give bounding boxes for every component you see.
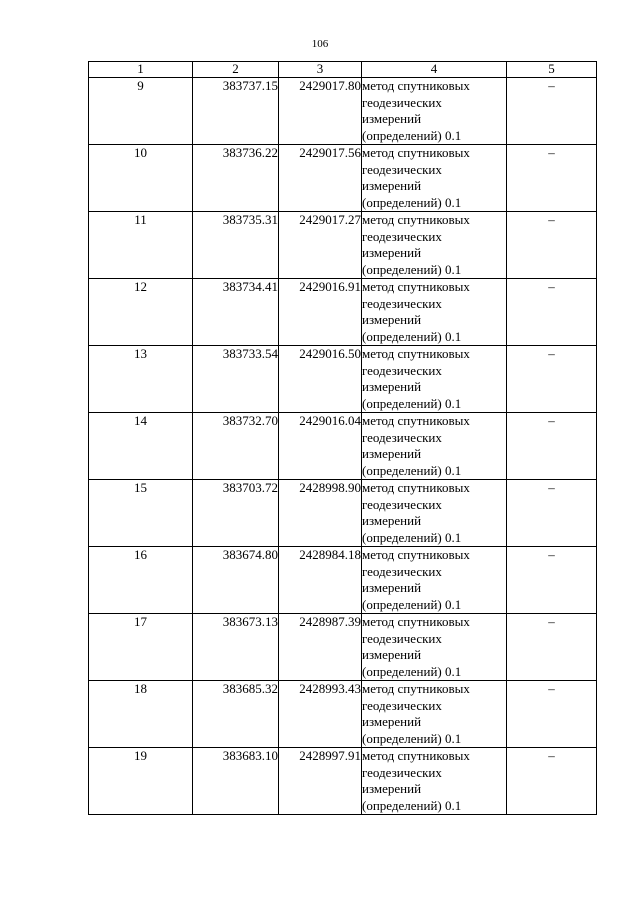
point-number-cell: 18	[89, 681, 193, 748]
x-coordinate-cell: 383733.54	[193, 346, 279, 413]
table-row	[89, 78, 597, 145]
note-cell: –	[507, 279, 597, 346]
table-row	[89, 145, 597, 212]
method-line: геодезических	[362, 563, 442, 579]
method-line: измерений	[362, 647, 422, 662]
table-row	[89, 413, 597, 480]
method-line: метод спутниковых	[362, 279, 470, 294]
method-line: геодезических	[362, 496, 442, 512]
method-line: измерений	[362, 714, 422, 729]
method-line: измерений	[362, 446, 422, 461]
method-line: (определений) 0.1	[362, 462, 462, 478]
column-header-4: 4	[362, 62, 507, 78]
method-line: (определений) 0.1	[362, 395, 462, 411]
point-number-cell: 19	[89, 748, 193, 815]
method-line: геодезических	[362, 429, 442, 445]
method-line: метод спутниковых	[362, 413, 470, 428]
method-line: геодезических	[362, 764, 442, 780]
note-cell: –	[507, 145, 597, 212]
method-line: геодезических	[362, 94, 442, 110]
point-number-cell: 10	[89, 145, 193, 212]
method-cell	[362, 748, 507, 815]
x-coordinate-cell: 383673.13	[193, 614, 279, 681]
table-row	[89, 681, 597, 748]
method-cell	[362, 145, 507, 212]
point-number-cell: 16	[89, 547, 193, 614]
method-line: геодезических	[362, 228, 442, 244]
table-row	[89, 212, 597, 279]
x-coordinate-cell: 383736.22	[193, 145, 279, 212]
point-number-cell: 14	[89, 413, 193, 480]
point-number-cell: 12	[89, 279, 193, 346]
x-coordinate-cell: 383732.70	[193, 413, 279, 480]
y-coordinate-cell: 2428987.39	[279, 614, 362, 681]
table-row	[89, 346, 597, 413]
table-row	[89, 480, 597, 547]
table-row	[89, 748, 597, 815]
method-line: (определений) 0.1	[362, 529, 462, 545]
method-line: (определений) 0.1	[362, 663, 462, 679]
method-cell	[362, 279, 507, 346]
x-coordinate-cell: 383674.80	[193, 547, 279, 614]
table-header-row	[89, 62, 597, 78]
method-line: (определений) 0.1	[362, 127, 462, 143]
method-line: (определений) 0.1	[362, 328, 462, 344]
coordinates-table	[88, 61, 597, 815]
method-line: измерений	[362, 513, 422, 528]
method-cell	[362, 681, 507, 748]
y-coordinate-cell: 2429016.91	[279, 279, 362, 346]
note-cell: –	[507, 681, 597, 748]
point-number-cell: 9	[89, 78, 193, 145]
y-coordinate-cell: 2429017.27	[279, 212, 362, 279]
y-coordinate-cell: 2428993.43	[279, 681, 362, 748]
method-line: геодезических	[362, 161, 442, 177]
table-row	[89, 547, 597, 614]
method-line: метод спутниковых	[362, 145, 470, 160]
method-line: измерений	[362, 379, 422, 394]
note-cell: –	[507, 547, 597, 614]
table-row	[89, 614, 597, 681]
y-coordinate-cell: 2429016.04	[279, 413, 362, 480]
method-cell	[362, 547, 507, 614]
method-line: метод спутниковых	[362, 78, 470, 93]
method-line: метод спутниковых	[362, 547, 470, 562]
method-line: измерений	[362, 781, 422, 796]
method-line: метод спутниковых	[362, 346, 470, 361]
method-line: (определений) 0.1	[362, 261, 462, 277]
method-cell	[362, 614, 507, 681]
method-line: геодезических	[362, 362, 442, 378]
method-line: геодезических	[362, 697, 442, 713]
column-header-2: 2	[193, 62, 279, 78]
note-cell: –	[507, 78, 597, 145]
x-coordinate-cell: 383685.32	[193, 681, 279, 748]
method-cell	[362, 78, 507, 145]
note-cell: –	[507, 748, 597, 815]
point-number-cell: 15	[89, 480, 193, 547]
x-coordinate-cell: 383737.15	[193, 78, 279, 145]
method-line: (определений) 0.1	[362, 797, 462, 813]
y-coordinate-cell: 2428998.90	[279, 480, 362, 547]
point-number-cell: 11	[89, 212, 193, 279]
x-coordinate-cell: 383683.10	[193, 748, 279, 815]
table-row	[89, 279, 597, 346]
note-cell: –	[507, 480, 597, 547]
x-coordinate-cell: 383735.31	[193, 212, 279, 279]
method-line: (определений) 0.1	[362, 194, 462, 210]
method-line: геодезических	[362, 295, 442, 311]
method-cell	[362, 212, 507, 279]
point-number-cell: 17	[89, 614, 193, 681]
method-cell	[362, 346, 507, 413]
method-line: измерений	[362, 580, 422, 595]
method-line: (определений) 0.1	[362, 730, 462, 746]
x-coordinate-cell: 383703.72	[193, 480, 279, 547]
column-header-3: 3	[279, 62, 362, 78]
method-line: метод спутниковых	[362, 681, 470, 696]
point-number-cell: 13	[89, 346, 193, 413]
method-line: измерений	[362, 312, 422, 327]
method-line: метод спутниковых	[362, 480, 470, 495]
method-line: метод спутниковых	[362, 748, 470, 763]
note-cell: –	[507, 614, 597, 681]
method-line: (определений) 0.1	[362, 596, 462, 612]
x-coordinate-cell: 383734.41	[193, 279, 279, 346]
column-header-1: 1	[89, 62, 193, 78]
y-coordinate-cell: 2429017.80	[279, 78, 362, 145]
y-coordinate-cell: 2428984.18	[279, 547, 362, 614]
y-coordinate-cell: 2429016.50	[279, 346, 362, 413]
method-line: метод спутниковых	[362, 212, 470, 227]
method-line: метод спутниковых	[362, 614, 470, 629]
note-cell: –	[507, 212, 597, 279]
method-line: геодезических	[362, 630, 442, 646]
method-cell	[362, 413, 507, 480]
method-cell	[362, 480, 507, 547]
note-cell: –	[507, 413, 597, 480]
method-line: измерений	[362, 111, 422, 126]
y-coordinate-cell: 2428997.91	[279, 748, 362, 815]
column-header-5: 5	[507, 62, 597, 78]
note-cell: –	[507, 346, 597, 413]
method-line: измерений	[362, 178, 422, 193]
y-coordinate-cell: 2429017.56	[279, 145, 362, 212]
page-number: 106	[311, 38, 329, 50]
method-line: измерений	[362, 245, 422, 260]
